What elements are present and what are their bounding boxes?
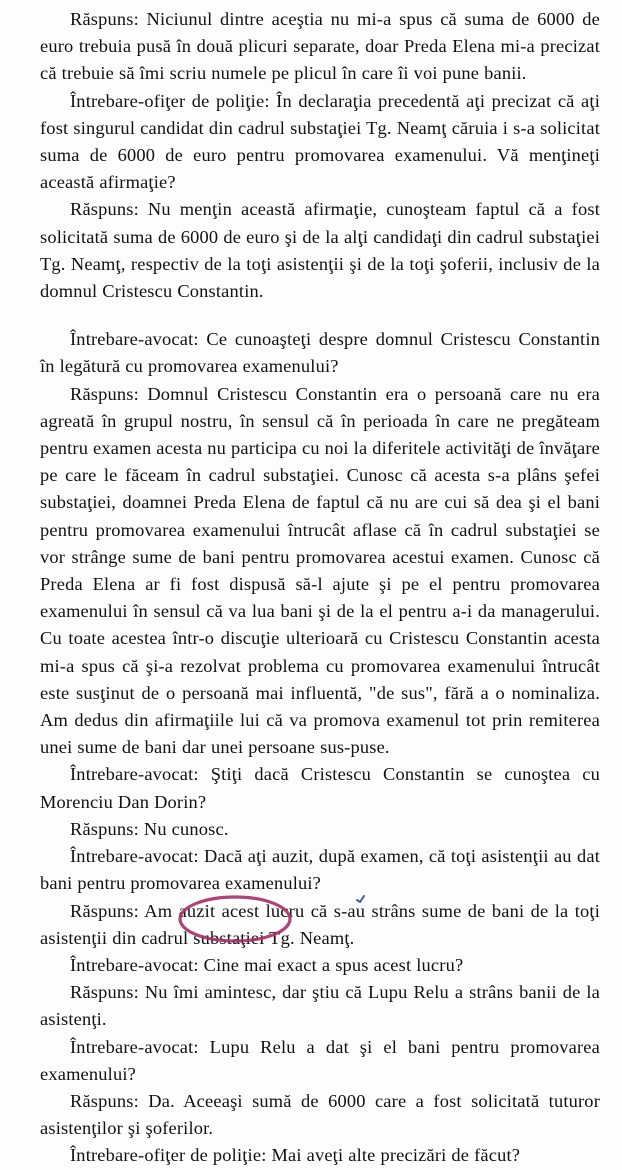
transcript-paragraph: Răspuns: Niciunul dintre aceştia nu mi-a spus că suma de 6000 de euro trebuia pusă în două plicuri separate, doar Preda Elena mi-a precizat că trebuie să îmi scriu numele pe plicul în care îi voi pune banii. (40, 9, 600, 84)
transcript-paragraph: Răspuns: Da. Aceeaşi sumă de 6000 care a fost solicitată tuturor asistenţilor şi şoferilor. (40, 1090, 600, 1139)
transcript-paragraph: Întrebare-avocat: Cine mai exact a spus acest lucru? (70, 954, 464, 975)
transcript-paragraph: Răspuns: Nu menţin această afirmaţie, cunoşteam faptul că a fost solicitată suma de 6000 de euro şi de la alţi candidaţi din cadrul substaţiei Tg. Neamţ, respectiv de la toţi asistenţii şi de la toţi şoferii, inclusiv de la domnul Cristescu Constantin. (40, 199, 600, 302)
transcript-body (40, 6, 600, 1170)
transcript-paragraph: Întrebare-avocat: Ştiţi dacă Cristescu Constantin se cunoştea cu Morenciu Dan Dorin? (40, 764, 600, 812)
transcript-paragraph: Întrebare-avocat: Ce cunoaşteţi despre domnul Cristescu Constantin în legătură cu promovarea examenului? (40, 329, 600, 377)
transcript-paragraph: Răspuns: Nu cunosc. (70, 818, 229, 839)
transcript-paragraph: Întrebare-ofiţer de poliţie: În declaraţia precedentă aţi precizat că aţi fost singurul candidat din cadrul substaţiei Tg. Neamţ căruia i s-a solicitat suma de 6000 de euro pentru promovarea examenului. Vă menţineţi această afirmaţie? (40, 90, 600, 193)
transcript-paragraph: Răspuns: Domnul Cristescu Constantin era o persoană care nu era agreată în grupul nostru, în sensul că în perioada în care ne pregăteam pentru examen acesta nu participa cu noi la diferitele activităţi de învăţare pe care le făceam în cadrul substaţiei. Cunosc că acesta s-a plâns şefei substaţiei, doamnei Preda Elena de faptul că nu are cui să dea şi el bani pentru promovarea examenului întrucât aflase că în cadrul substaţiei se vor strânge sume de bani pentru promovarea acestui examen. Cunosc că Preda Elena ar fi fost dispusă să-l ajute şi pe el pentru promovarea examenului în sensul că va lua bani şi de la el pentru a-i da managerului. Cu toate acestea într-o discuţie ulterioară cu Cristescu Constantin acesta mi-a spus că şi-a rezolvat problema cu promovarea examenului întrucât este susţinut de o persoană mai influentă, "de sus", fără a o nominaliza. Am dedus din afirmaţiile lui că va promova examenul tot prin remiterea unei sume de bani dar unei persoane sus-puse. (40, 383, 600, 758)
transcript-paragraph: Întrebare-ofiţer de poliţie: Mai aveţi alte precizări de făcut? (70, 1145, 521, 1166)
transcript-paragraph: Întrebare-avocat: Lupu Relu a dat şi el bani pentru promovarea examenului? (40, 1036, 600, 1084)
transcript-paragraph: Răspuns: Am auzit acest lucru că s-au strâns sume de bani de la toţi asistenţii din cadrul substaţiei Tg. Neamţ. (40, 900, 600, 948)
transcript-paragraph: Răspuns: Nu îmi amintesc, dar ştiu că Lupu Relu a strâns banii de la asistenţi. (40, 982, 600, 1030)
transcript-paragraph: Întrebare-avocat: Dacă aţi auzit, după examen, că toţi asistenţii au dat bani pentru promovarea examenului? (40, 846, 600, 894)
